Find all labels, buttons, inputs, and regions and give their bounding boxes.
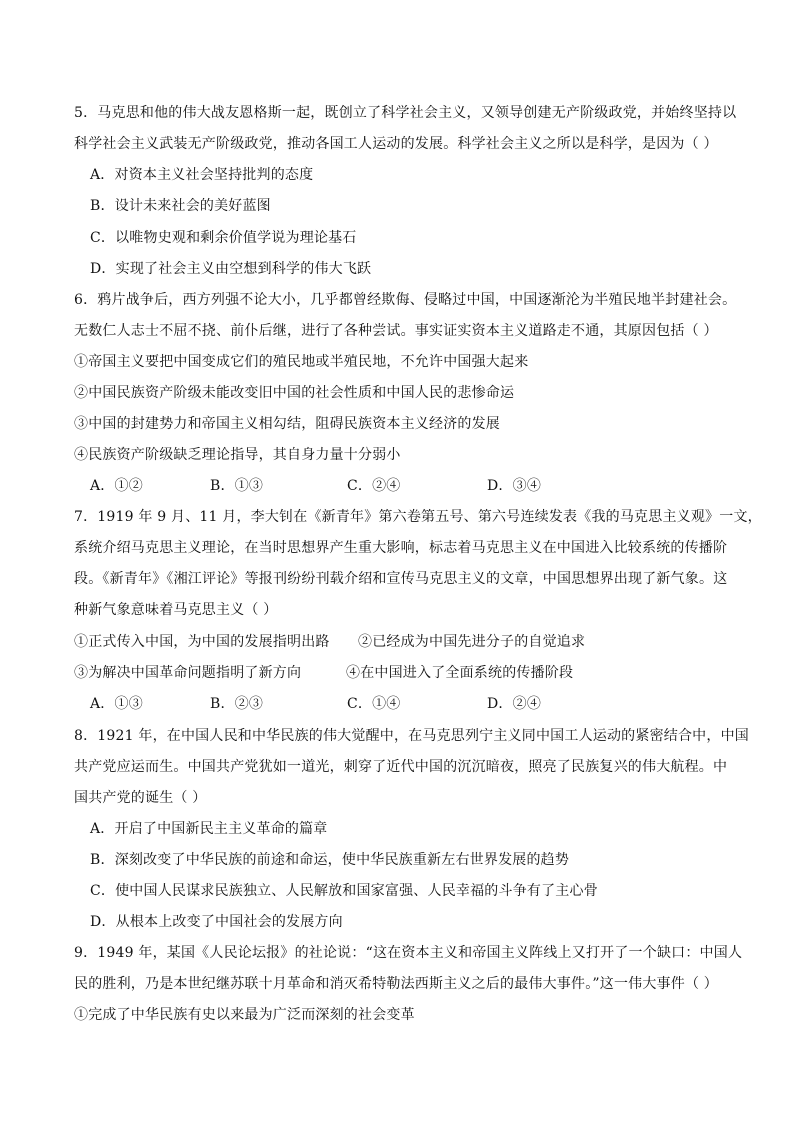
q8-option-a: A．开启了中国新民主主义革命的篇章 [90, 821, 328, 837]
q7-stem-line-4: 种新气象意味着马克思主义（ ） [74, 602, 278, 618]
q7-choice-b: B．②③ [210, 696, 264, 712]
q5-stem-line-2: 科学社会主义武装无产阶级政党，推动各国工人运动的发展。科学社会主义之所以是科学，是因为（ ） [74, 136, 718, 152]
q7-item-2: ②已经成为中国先进分子的自觉追求 [358, 634, 586, 650]
q6-item-3: ③中国的封建势力和帝国主义相勾结，阻碍民族资本主义经济的发展 [74, 416, 500, 432]
q7-stem-line-3: 段。《新青年》《湘江评论》等报刊纷纷刊载介绍和宣传马克思主义的文章，中国思想界出现了新气象。这 [74, 571, 728, 587]
q7-item-1: ①正式传入中国，为中国的发展指明出路 [74, 634, 330, 650]
q8-stem-line-3: 国共产党的诞生（ ） [74, 790, 207, 806]
q5-option-d: D．实现了社会主义由空想到科学的伟大飞跃 [90, 261, 372, 277]
q5-option-a: A．对资本主义社会坚持批判的态度 [90, 167, 314, 183]
q6-choice-b: B．①③ [210, 478, 264, 494]
q7-choice-d: D．②④ [487, 696, 542, 712]
q6-item-1: ①帝国主义要把中国变成它们的殖民地或半殖民地，不允许中国强大起来 [74, 354, 529, 370]
q6-choice-a: A．①② [90, 478, 143, 494]
q6-stem-line-2: 无数仁人志士不屈不挠、前仆后继，进行了各种尝试。事实证实资本主义道路走不通，其原因包括（ ） [74, 323, 718, 339]
q8-option-d: D．从根本上改变了中国社会的发展方向 [90, 914, 343, 930]
q8-option-c: C．使中国人民谋求民族独立、人民解放和国家富强、人民幸福的斗争有了主心骨 [90, 883, 598, 899]
q6-choice-d: D．③④ [487, 478, 542, 494]
q7-stem-line-1: 7．1919 年 9 月、11 月，李大钊在《新青年》第六卷第五号、第六号连续发表《我的马克思主义观》一文， [74, 509, 762, 525]
q6-item-4: ④民族资产阶级缺乏理论指导，其自身力量十分弱小 [74, 447, 401, 463]
q7-choice-c: C．①④ [347, 696, 401, 712]
q6-choice-c: C．②④ [347, 478, 401, 494]
q6-item-2: ②中国民族资产阶级未能改变旧中国的社会性质和中国人民的悲惨命运 [74, 385, 515, 401]
q7-stem-line-2: 系统介绍马克思主义理论，在当时思想界产生重大影响，标志着马克思主义在中国进入比较系统的传播阶 [74, 540, 728, 556]
q9-stem-line-1: 9．1949 年，某国《人民论坛报》的社论说：“这在资本主义和帝国主义阵线上又打开了一个缺口：中国人 [74, 945, 743, 961]
q5-option-b: B．设计未来社会的美好蓝图 [90, 198, 271, 214]
q8-stem-line-1: 8．1921 年，在中国人民和中华民族的伟大觉醒中，在马克思列宁主义同中国工人运动的紧密结合中，中国 [74, 728, 749, 744]
q8-option-b: B．深刻改变了中华民族的前途和命运，使中华民族重新左右世界发展的趋势 [90, 852, 570, 868]
q9-item-1: ①完成了中华民族有史以来最为广泛而深刻的社会变革 [74, 1007, 415, 1023]
q5-option-c: C．以唯物史观和剩余价值学说为理论基石 [90, 230, 357, 246]
q5-stem-line-1: 5．马克思和他的伟大战友恩格斯一起，既创立了科学社会主义，又领导创建无产阶级政党，并始终坚持以 [74, 105, 737, 121]
q7-choice-a: A．①③ [90, 696, 143, 712]
q9-stem-line-2: 民的胜利，乃是本世纪继苏联十月革命和消灭希特勒法西斯主义之后的最伟大事件。”这一伟大事件（ ） [74, 976, 719, 992]
q8-stem-line-2: 共产党应运而生。中国共产党犹如一道光，刺穿了近代中国的沉沉暗夜，照亮了民族复兴的伟大航程。中 [74, 759, 728, 775]
q6-stem-line-1: 6．鸦片战争后，西方列强不论大小，几乎都曾经欺侮、侵略过中国，中国逐渐沦为半殖民地半封建社会。 [74, 292, 737, 308]
q7-item-4: ④在中国进入了全面系统的传播阶段 [346, 665, 574, 681]
q7-item-3: ③为解决中国革命问题指明了新方向 [74, 665, 302, 681]
